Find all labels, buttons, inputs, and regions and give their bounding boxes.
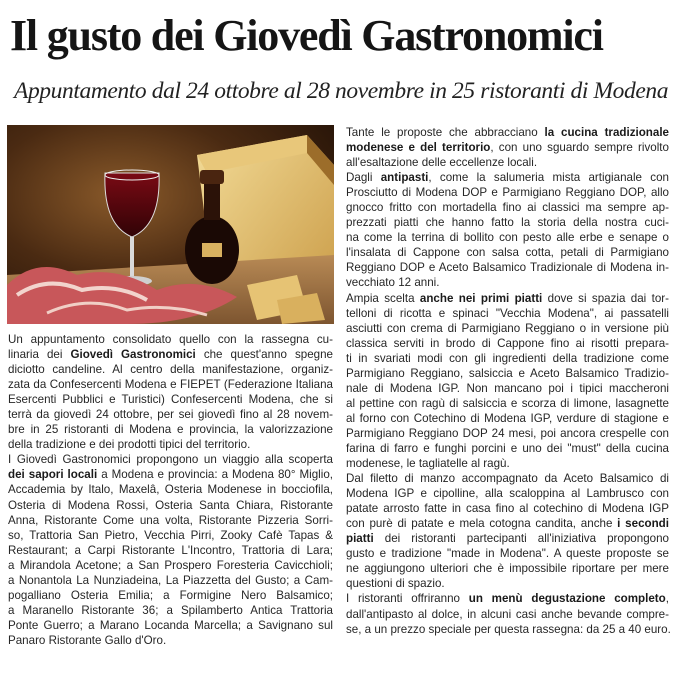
text-line <box>346 200 669 215</box>
text-run: a Maranello Ristorante 36; a Spilamberto Antica Trattoria <box>8 603 333 617</box>
text-line <box>346 366 669 381</box>
text-line <box>8 603 333 618</box>
bold-text: Giovedì Gastronomici <box>70 348 196 362</box>
text-run: patate arrosto fatte in casa fino al cotechino di Modena IGP <box>346 502 669 516</box>
text-run: ti in svariati modi con gli ingredienti della tradizione come <box>346 351 669 365</box>
text-line <box>8 588 333 603</box>
text-line <box>8 377 333 392</box>
article-right-column <box>346 125 669 637</box>
text-run: asciutti con crema di Parmigiano Reggiano o in versione più <box>346 321 669 335</box>
text-line <box>8 422 333 437</box>
text-line <box>8 467 333 482</box>
text-run: pogalliano Osteria Emilia; a Formigine Nero Balsamico; <box>8 588 333 602</box>
bold-text: i secondi <box>617 517 669 531</box>
text-run: che quest'anno spegne <box>195 348 333 362</box>
text-line <box>8 347 333 362</box>
text-run: al forno con Cotechino di Modena IGP, verdure di stagione e <box>346 411 669 425</box>
text-run: gnocco fritto con mortadella fino ai classici ma sempre ap- <box>346 201 669 215</box>
text-line <box>8 332 333 347</box>
article-left-column <box>8 332 333 648</box>
bold-text: antipasti <box>380 171 429 185</box>
text-run: Prosciutto di Modena DOP e Parmigiano Reggiano DOP, allo <box>346 186 669 200</box>
text-run: I Giovedì Gastronomici propongono un viaggio alla scoperta <box>8 453 333 467</box>
text-run: modenese, le tagliatelle al ragù. <box>346 457 510 471</box>
text-line <box>346 441 669 456</box>
text-run: Modena IGP e cipolline, alla scaloppina al Lambrusco con <box>346 487 669 501</box>
text-line <box>346 291 669 306</box>
text-line <box>8 618 333 633</box>
text-line <box>346 561 669 576</box>
text-run: Restaurant; a Carpi Ristorante L'Incontro, Trattoria di Lara; <box>8 543 333 557</box>
text-line <box>346 351 669 366</box>
text-line <box>8 392 333 407</box>
text-run: Parmigiano Reggiano, salsiccia e Aceto Balsamico Tradizio- <box>346 366 669 380</box>
bold-text: un menù degustazione completo <box>468 592 666 606</box>
text-line <box>8 362 333 377</box>
text-line <box>8 633 333 648</box>
text-run: bre in 25 ristoranti di Modena e provincia, la valorizzazione <box>8 423 333 437</box>
text-run: Ponte Guerro; a Marano Locanda Marcella; a Savignano sul <box>8 618 333 632</box>
text-run: farina di farro e funghi porcini e uno dei "must" della cucina <box>346 441 669 455</box>
text-line <box>346 245 669 260</box>
text-run: ne aggiungono ulteriori che è impossibile riportare per mere <box>346 562 669 576</box>
text-run: Tante le proposte che abbracciano <box>346 126 545 139</box>
bold-text: dei sapori locali <box>8 468 98 482</box>
text-line <box>8 498 333 513</box>
text-line <box>8 407 333 422</box>
text-line <box>346 456 669 471</box>
text-line <box>346 306 669 321</box>
text-run: dall'antipasto al dolce, in alcuni casi anche bevande compre- <box>346 607 669 621</box>
text-line <box>8 573 333 588</box>
text-run: classica serviti in brodo di Cappone fino ai risotti prepara- <box>346 336 669 350</box>
text-run: zata da Confesercenti Modena e FIEPET (Federazione Italiana <box>8 378 333 392</box>
text-line <box>346 185 669 200</box>
text-run: I ristoranti offriranno <box>346 592 469 606</box>
text-line <box>346 576 669 591</box>
text-run: prezzati piatti che hanno fatto la storia della nostra cuci- <box>346 216 669 230</box>
text-run: all'esaltazione delle eccellenze locali. <box>346 156 538 170</box>
text-run: na come la terrina di bollito con pesto alle erbe e senape o <box>346 231 669 245</box>
text-line <box>346 471 669 486</box>
text-run: Panaro Ristorante Gallo d'Oro. <box>8 633 167 647</box>
text-run: Ampia scelta <box>346 291 420 305</box>
text-run: con purè di patate e mela cotogna candita, anche <box>346 517 618 531</box>
text-run: , come la salumeria mista artigianale con <box>428 171 669 185</box>
text-line <box>8 513 333 528</box>
text-run: questioni di spazio. <box>346 577 445 591</box>
text-run: , con uno sguardo sempre rivolto <box>490 141 669 155</box>
text-run: , <box>665 592 669 606</box>
text-line <box>346 396 669 411</box>
text-run: Reggiano DOP e Aceto Balsamico Tradizionale di Modena in- <box>346 261 669 275</box>
text-run: gusto e tradizione "made in Modena". A queste proposte se <box>346 547 669 561</box>
text-run: Osteria di Modena Rossi, Osteria Santa Chiara, Ristorante <box>8 498 333 512</box>
text-run: telloni di ricotta e spinaci "Vecchia Modena", ai passatelli <box>346 306 669 320</box>
text-line <box>346 230 669 245</box>
text-line <box>346 125 669 140</box>
text-line <box>346 607 669 622</box>
text-line <box>346 275 669 290</box>
bold-text: anche nei primi piatti <box>419 291 543 305</box>
food-photo <box>7 125 334 324</box>
text-run: Parmigiano Reggiano DOP 24 mesi, poi ancora crespelle con <box>346 426 669 440</box>
bold-text: piatti <box>346 532 374 546</box>
text-line <box>346 321 669 336</box>
text-run: so, Trattoria San Pietro, Vecchia Pirri, Zooky Cafè Tapas & <box>8 528 333 542</box>
text-line <box>8 437 333 452</box>
text-run: Dagli <box>346 171 381 185</box>
text-line <box>346 381 669 396</box>
text-line <box>8 452 333 467</box>
text-run: al pettine con ragù di salsiccia e scorza di limone, lasagnette <box>346 396 669 410</box>
text-line <box>346 501 669 516</box>
text-run: Anna, Ristorante Come una volta, Ristorante Pizzeria Sorri- <box>8 513 333 527</box>
text-line <box>346 336 669 351</box>
text-run: diciotto candeline. Al centro della manifestazione, organiz- <box>8 363 333 377</box>
text-run: dei ristoranti partecipanti all'iniziativa propongono <box>373 532 669 546</box>
article-title: Il gusto dei Giovedì Gastronomici <box>10 11 603 60</box>
text-line <box>346 260 669 275</box>
text-run: della tradizione e dei prodotti tipici del territorio. <box>8 438 251 452</box>
text-run: a Modena e provincia: a Modena 80° Miglio, <box>97 468 333 482</box>
text-run: Accademia by Italo, Maxelâ, Osteria Modenese in bocciofila, <box>8 483 333 497</box>
text-line <box>346 516 669 531</box>
text-line <box>8 543 333 558</box>
text-line <box>346 546 669 561</box>
text-line <box>346 140 669 155</box>
text-line <box>346 215 669 230</box>
text-line <box>346 622 669 637</box>
text-run: Dal filetto di manzo accompagnato da Aceto Balsamico di <box>346 472 669 486</box>
text-run: Esercenti Pubblici e Turistici) Confesercenti Modena, che si <box>8 393 333 407</box>
text-line <box>346 426 669 441</box>
text-line <box>8 558 333 573</box>
text-line <box>346 411 669 426</box>
text-run: a Nonantola La Nunziadeina, La Piazzetta del Gusto; a Cam- <box>8 573 333 587</box>
text-line <box>8 528 333 543</box>
bold-text: la cucina tradizionale <box>544 126 669 139</box>
text-run: Un appuntamento consolidato quello con la rassegna cu- <box>8 333 333 346</box>
text-line <box>8 482 333 497</box>
text-line <box>346 531 669 546</box>
text-run: se, a un prezzo speciale per questa rassegna: da 25 a 40 euro. <box>346 622 671 636</box>
text-line <box>346 486 669 501</box>
text-run: vecchiato 12 anni. <box>346 276 440 290</box>
article-subtitle: Appuntamento dal 24 ottobre al 28 novembre in 25 ristoranti di Modena <box>14 78 669 104</box>
text-run: terrà da giovedì 24 ottobre, per sei giovedì fino al 28 novem- <box>8 408 333 422</box>
text-run: linaria dei <box>8 348 71 362</box>
bold-text: modenese e del territorio <box>346 141 491 155</box>
text-run: a Mirandola Acetone; a San Prospero Foresteria Cavicchioli; <box>8 558 333 572</box>
text-run: l'insalata di Cappone con salsa cotta, petali di Parmigiano <box>346 246 669 260</box>
text-run: dove si spazia dai tor- <box>542 291 670 305</box>
text-line <box>346 170 669 185</box>
text-run: nale di Modena IGP. Non mancano poi i tipici maccheroni <box>346 381 669 395</box>
text-line <box>346 591 669 606</box>
text-line <box>346 155 669 170</box>
